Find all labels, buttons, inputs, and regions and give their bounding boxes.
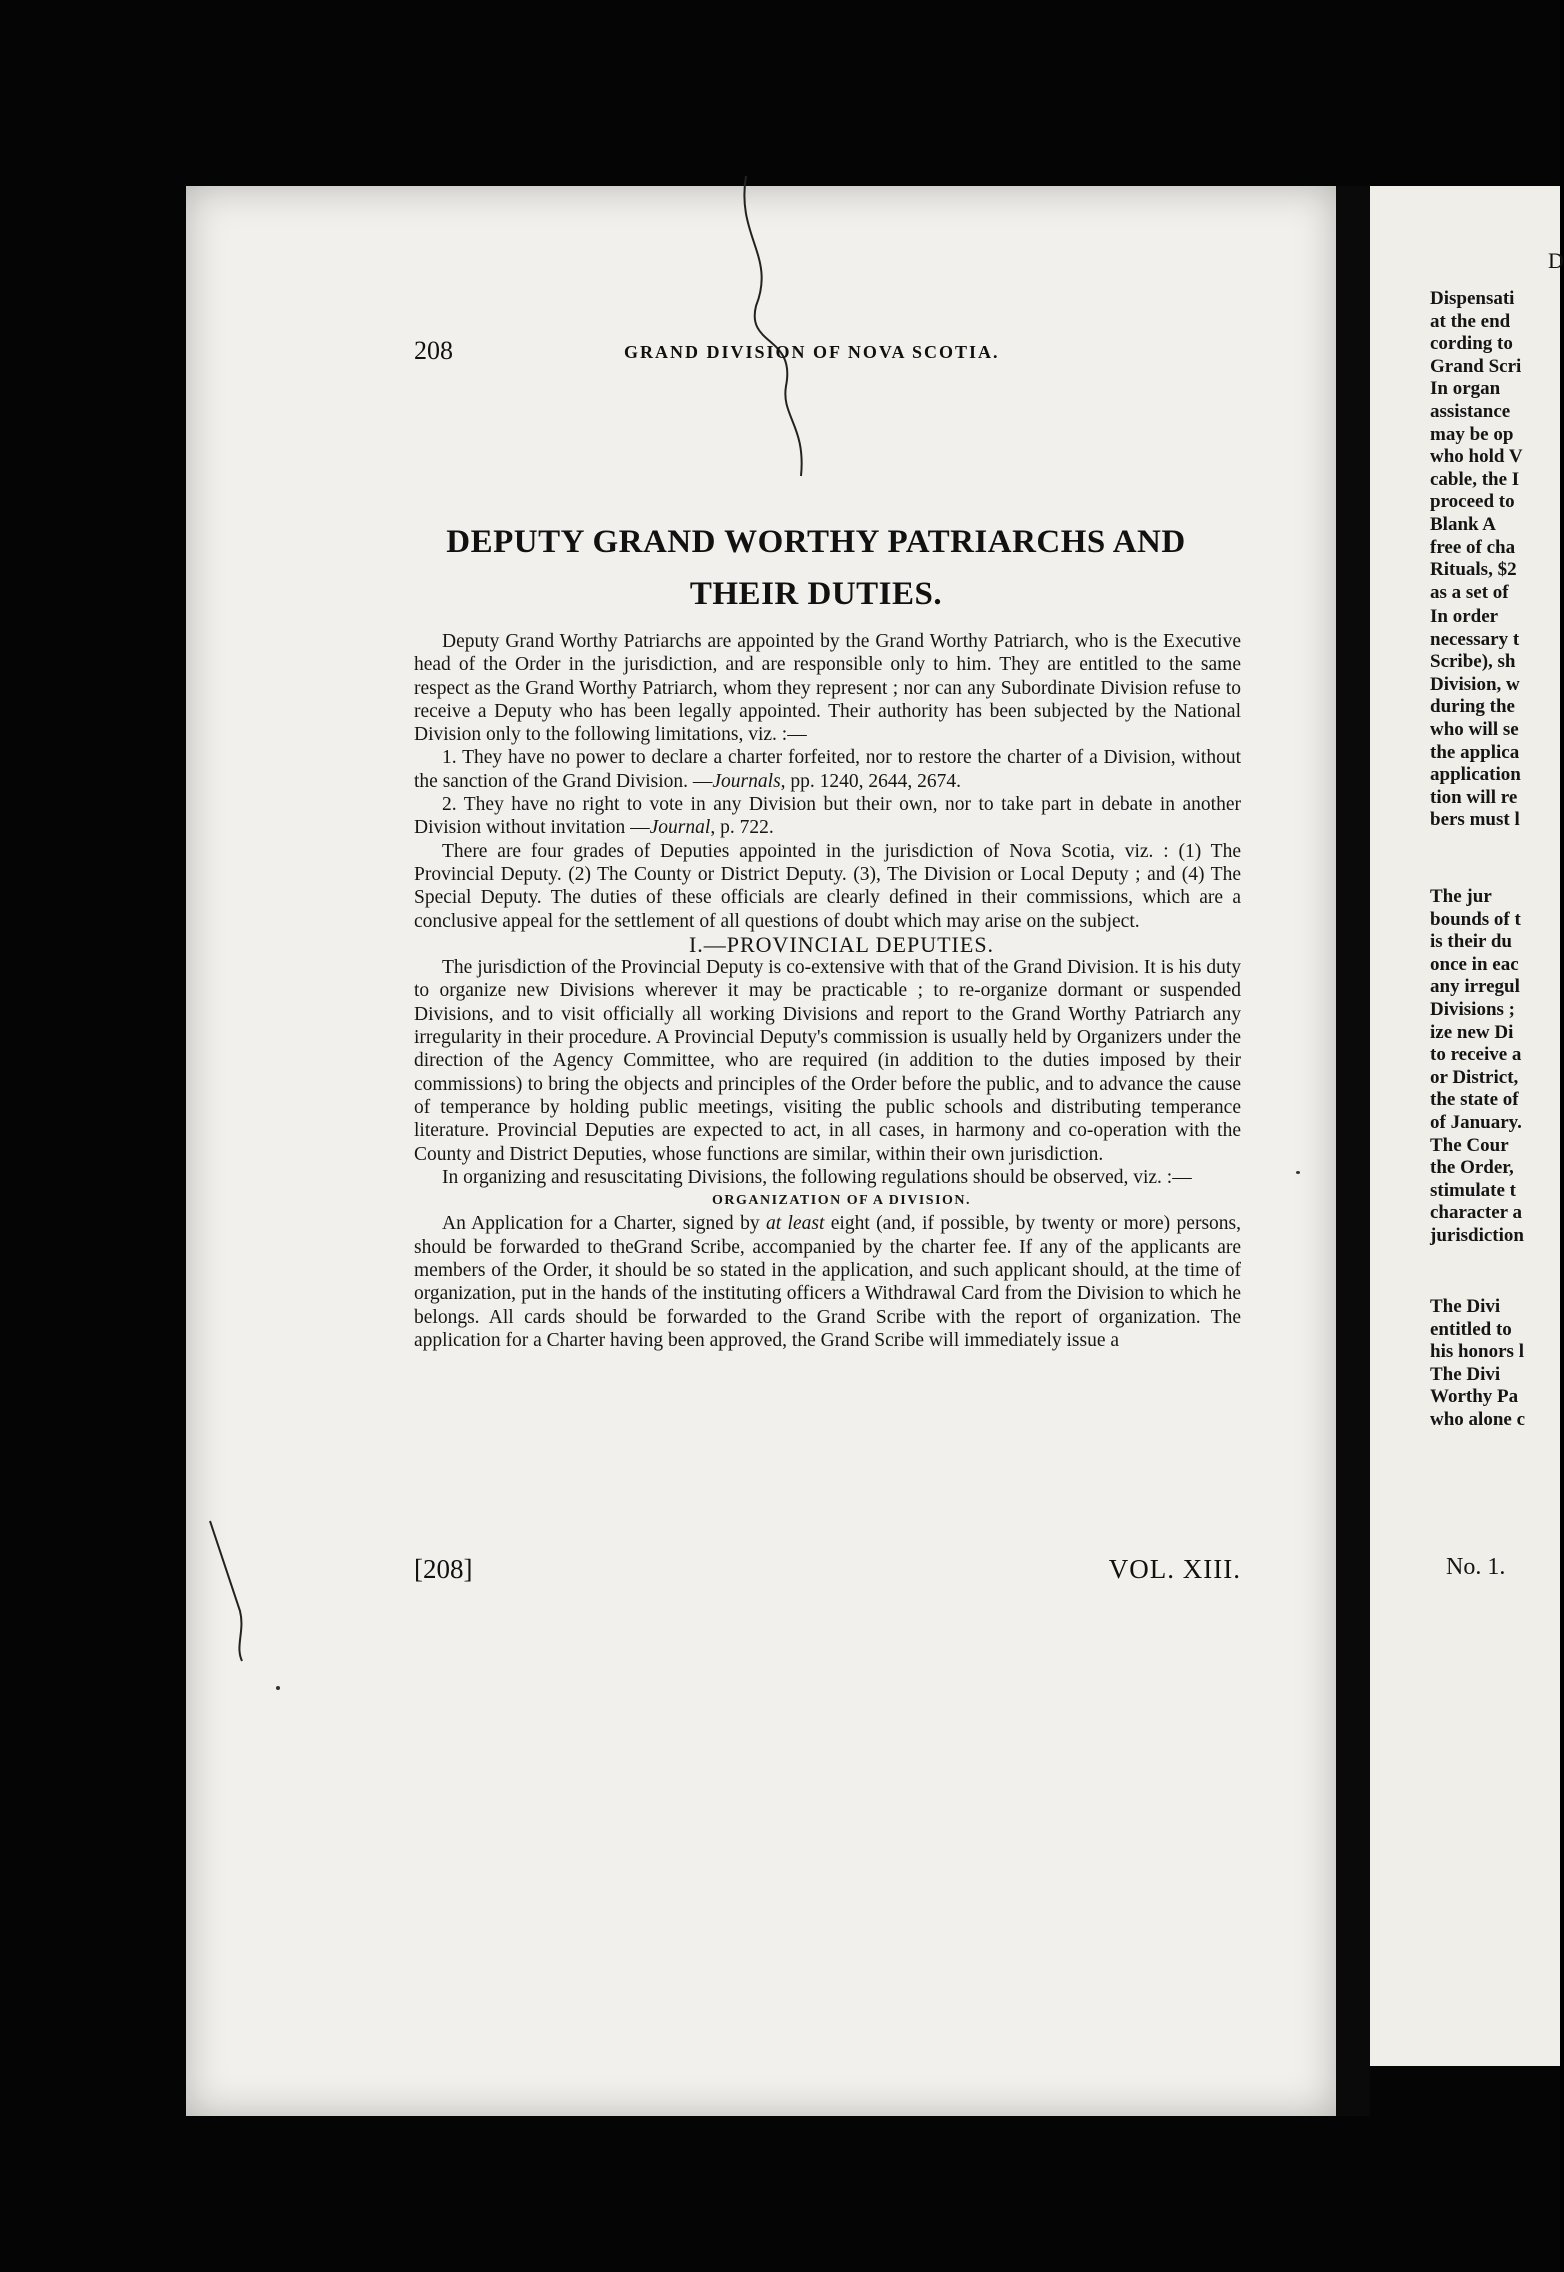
paragraph-intro: Deputy Grand Worthy Patriarchs are appointed by the Grand Worthy Patriarch, who is the Executive head of the Order in the jurisdiction, and are responsible only to him. They are entitled to the same respect as the Grand Worthy Patriarch, whom they represent ; nor can any Subordinate Division refuse to receive a Deputy who has been legally appointed. Their authority has been subjected by the National Division only to the following limitations, viz. :— <box>414 631 1241 746</box>
right-page-line: who hold V <box>1430 446 1523 468</box>
right-page-line: once in eac <box>1430 953 1519 975</box>
right-page-line: Grand Scri <box>1430 355 1522 377</box>
paragraph-provincial: The jurisdiction of the Provincial Deputy is co-extensive with that of the Grand Division. It is his duty to organize new Divisions wherever it may be practicable ; to re-organize dormant or suspended Divisions, and to visit officially all working Divisions and report to the Grand Worthy Patriarch any irregularity in their procedure. A Provincial Deputy's commission is usually held by Organizers under the direction of the Agency Committee, who are required (in addition to the duties imposed by their commissions) to bring the objects and principles of the Order before the public, and to advance the cause of temperance by holding public meetings, visiting the public schools and distributing temperance literature. Provincial Deputies are expected to act, in all cases, in harmony and co-operation with the County and District Deputies, whose functions are similar, within their own jurisdiction. <box>414 957 1241 1165</box>
right-page-block-2 <box>1430 606 1521 832</box>
right-page-line: any irregul <box>1430 976 1520 998</box>
right-page-line: bounds of t <box>1430 908 1521 930</box>
right-page-line: who alone c <box>1430 1408 1525 1430</box>
page-gutter <box>1336 186 1370 2116</box>
right-page-line: character a <box>1430 1202 1522 1224</box>
right-page-block-3 <box>1430 886 1524 1248</box>
right-page-line: The Cour <box>1430 1134 1509 1156</box>
right-page-line: the Order, <box>1430 1157 1514 1179</box>
paragraph-grades: There are four grades of Deputies appointed in the jurisdiction of Nova Scotia, viz. : (1) The Provincial Deputy. (2) The County or District Deputy. (3), The Division or Local Deputy ; and (4) The Special Deputy. The duties of these officials are clearly defined in their commissions, which are a conclusive appeal for the settlement of all questions of doubt which may arise on the subject. <box>414 840 1241 932</box>
right-page-line: jurisdiction <box>1430 1224 1524 1246</box>
limitation-1-pages: , pp. 1240, 2644, 2674. <box>780 770 962 792</box>
right-page-line: Blank A <box>1430 513 1497 535</box>
right-page-line: entitled to <box>1430 1318 1512 1340</box>
right-page-line: assistance <box>1430 400 1511 422</box>
right-page-line: The jur <box>1430 886 1492 907</box>
application-text-b: eight (and, if possible, by twenty or more) persons, should be forwarded to theGrand Scribe, accompanied by the charter fee. If any of the applicants are members of the Order, it should be so stated in the application, and such applicant should, at the time of organization, put in the hands of the instituting officers a Withdrawal Card from the Division to which he belongs. All cards should be forwarded to the Grand Scribe with the report of organization. The application for a Charter having been approved, the Grand Scribe will immediately issue a <box>414 1213 1241 1351</box>
right-page-line: cording to <box>1430 333 1513 355</box>
right-page-line: tion will re <box>1430 786 1518 808</box>
right-page-line: The Divi <box>1430 1296 1501 1317</box>
right-page-line: stimulate t <box>1430 1179 1517 1201</box>
footer-volume: VOL. XIII. <box>1108 1554 1241 1584</box>
right-page-line: the applica <box>1430 741 1520 763</box>
right-page-line: Worthy Pa <box>1430 1386 1519 1408</box>
right-page-line: bers must l <box>1430 809 1520 831</box>
title-line-1: DEPUTY GRAND WORTHY PATRIARCHS AND <box>446 524 1186 560</box>
page-title <box>396 516 1236 620</box>
right-page-line: cable, the I <box>1430 468 1520 490</box>
right-page-line: proceed to <box>1430 491 1515 513</box>
paragraph-limitation-1 <box>414 746 1241 793</box>
right-page-line: the state of <box>1430 1089 1519 1111</box>
body-text <box>414 630 1241 1352</box>
right-page-line: The Divi <box>1430 1363 1501 1385</box>
right-page-line: Dispensati <box>1430 288 1515 309</box>
right-page-line: during the <box>1430 696 1515 718</box>
right-page-line: of January. <box>1430 1111 1522 1133</box>
right-page-line: may be op <box>1430 423 1514 445</box>
right-page-line: ize new Di <box>1430 1021 1514 1043</box>
limitation-1-citation: Journals <box>712 770 781 792</box>
right-page-line: as a set of <box>1430 581 1509 603</box>
paragraph-limitation-2 <box>414 793 1241 840</box>
right-page-line: Rituals, $2 <box>1430 559 1517 581</box>
right-page-line: free of cha <box>1430 536 1516 558</box>
right-page-fragment <box>1370 186 1564 2066</box>
application-italic: at least <box>765 1213 825 1235</box>
limitation-2-citation: Journal <box>649 817 711 839</box>
dust-speck <box>1296 1171 1300 1174</box>
right-page-line: Division, w <box>1430 673 1520 695</box>
right-page-line: In organ <box>1430 378 1501 400</box>
right-page-line: Divisions ; <box>1430 998 1515 1020</box>
title-line-2: THEIR DUTIES. <box>689 576 943 612</box>
right-page-line: who will se <box>1430 718 1519 740</box>
right-page-line: Scribe), sh <box>1430 651 1516 673</box>
right-page-line: or District, <box>1430 1066 1519 1088</box>
section-heading: I.—PROVINCIAL DEPUTIES. <box>688 931 995 957</box>
right-page-footer: No. 1. <box>1446 1554 1506 1580</box>
footer-page-ref: [208] <box>414 1554 473 1584</box>
paragraph-organizing: In organizing and resuscitating Divisions, the following regulations should be observed, viz. :— <box>442 1166 1192 1188</box>
paragraph-application <box>414 1212 1241 1352</box>
left-page <box>186 186 1336 2116</box>
page-number: 208 <box>414 336 453 365</box>
right-page-line: at the end <box>1430 310 1511 332</box>
right-page-line: application <box>1430 764 1521 786</box>
right-page-block-1 <box>1430 288 1523 604</box>
right-page-line: In order <box>1430 606 1499 627</box>
application-text-a: An Application for a Charter, signed by <box>442 1213 766 1235</box>
limitation-2-pages: , p. 722. <box>710 817 774 839</box>
right-page-line: necessary t <box>1430 628 1520 650</box>
sub-heading: ORGANIZATION OF A DIVISION. <box>711 1193 972 1209</box>
limitation-1-text: 1. They have no power to declare a charter forfeited, nor to restore the charter of a Division, without the sanction of the Grand Division. — <box>414 747 1241 792</box>
limitation-2-text: 2. They have no right to vote in any Division but their own, nor to take part in debate in another Division without invitation — <box>414 794 1241 839</box>
dust-speck <box>276 1686 280 1690</box>
margin-scratch-mark <box>200 1521 260 1661</box>
right-page-block-4 <box>1430 1296 1525 1432</box>
right-page-line: to receive a <box>1430 1044 1522 1066</box>
right-page-line: his honors l <box>1430 1341 1524 1363</box>
right-page-line: is their du <box>1430 931 1513 953</box>
right-page-corner-letter: D <box>1548 248 1564 273</box>
paper-crack-mark <box>706 176 826 496</box>
running-head: GRAND DIVISION OF NOVA SCOTIA. <box>624 342 1000 362</box>
